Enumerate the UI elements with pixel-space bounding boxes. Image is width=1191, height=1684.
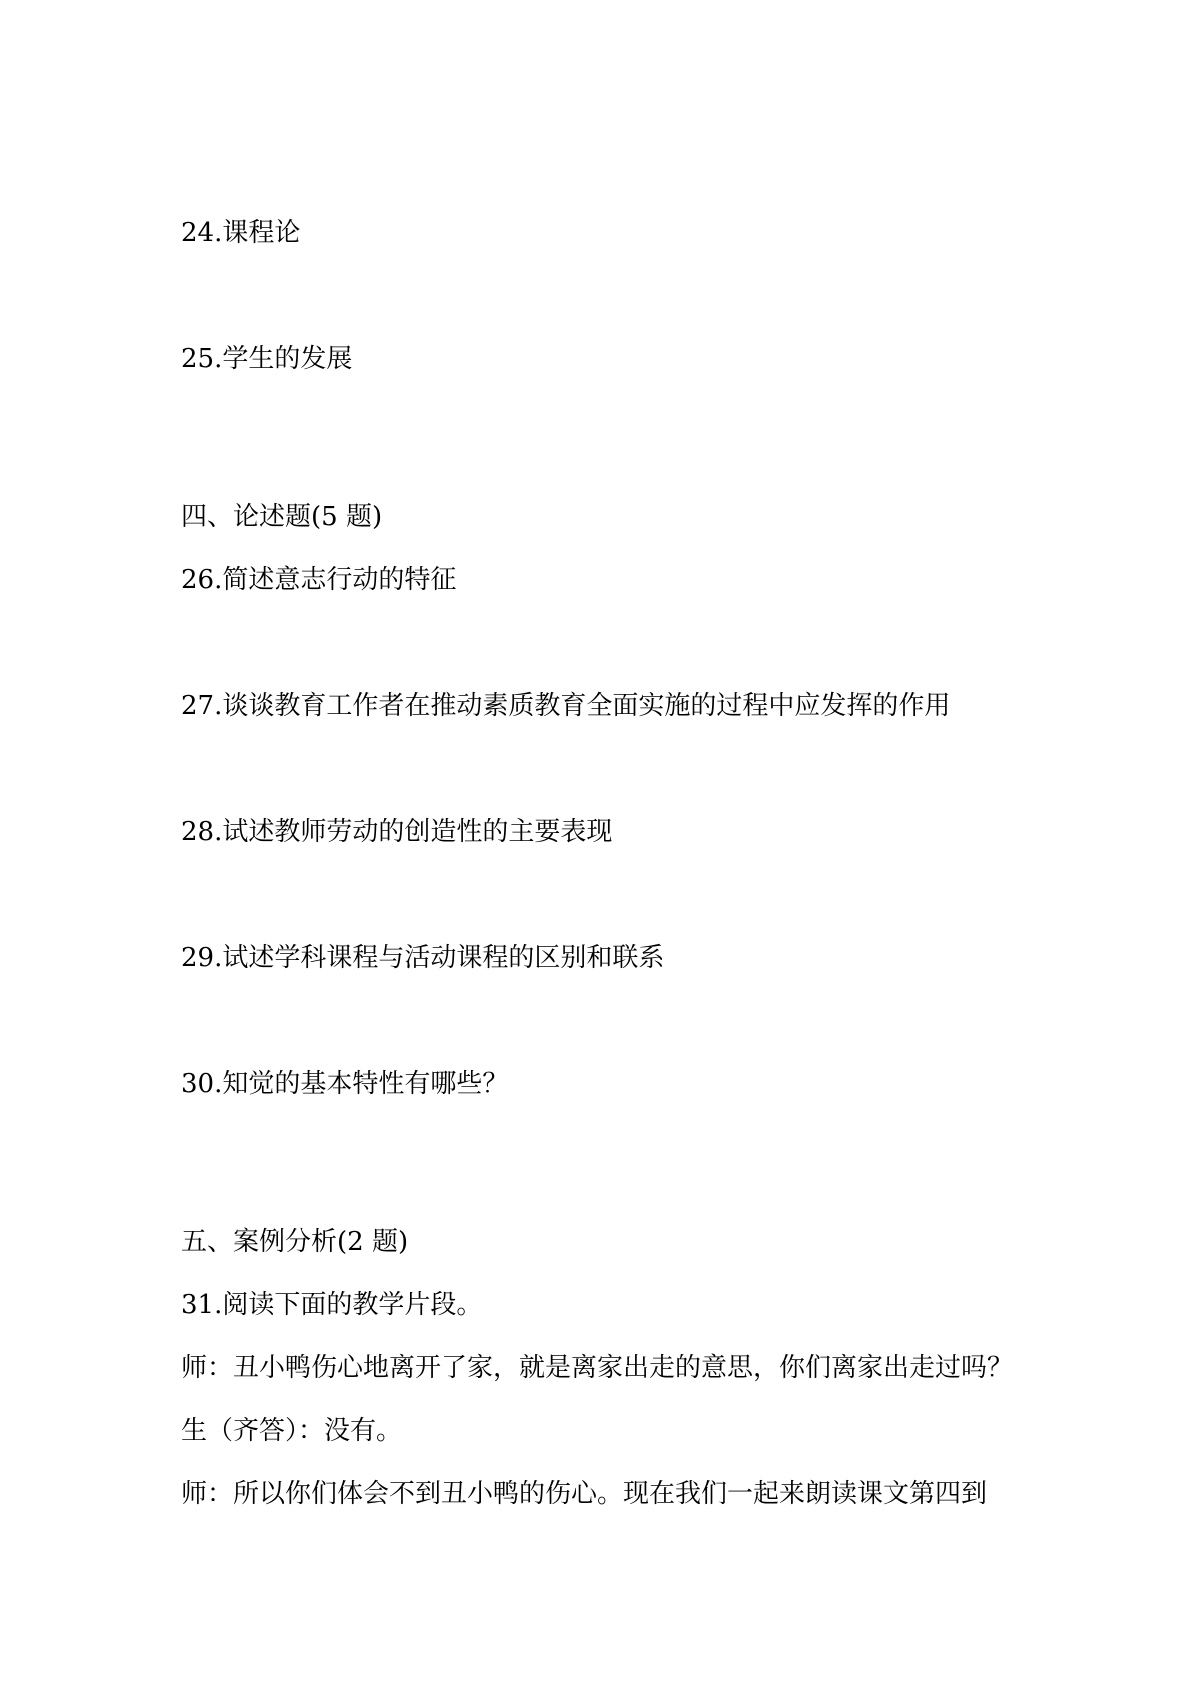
question-31-intro: 31.阅读下面的教学片段。 bbox=[181, 1290, 483, 1320]
question-28: 28.试述教师劳动的创造性的主要表现 bbox=[181, 817, 613, 847]
dialogue-line: 生（齐答）：没有。 bbox=[181, 1416, 403, 1446]
dialogue-line: 师：所以你们体会不到丑小鸭的伤心。现在我们一起来朗读课文第四到 bbox=[181, 1479, 988, 1509]
section-heading-four: 四、论述题(5 题) bbox=[181, 502, 383, 532]
question-25: 25.学生的发展 bbox=[181, 344, 353, 374]
section-heading-five: 五、案例分析(2 题) bbox=[181, 1227, 409, 1257]
question-29: 29.试述学科课程与活动课程的区别和联系 bbox=[181, 943, 665, 973]
question-30: 30.知觉的基本特性有哪些？ bbox=[181, 1069, 509, 1099]
question-24: 24.课程论 bbox=[181, 218, 301, 248]
question-27: 27.谈谈教育工作者在推动素质教育全面实施的过程中应发挥的作用 bbox=[181, 691, 951, 721]
question-26: 26.简述意志行动的特征 bbox=[181, 565, 457, 595]
dialogue-line: 师：丑小鸭伤心地离开了家，就是离家出走的意思，你们离家出走过吗？ bbox=[181, 1353, 1014, 1383]
